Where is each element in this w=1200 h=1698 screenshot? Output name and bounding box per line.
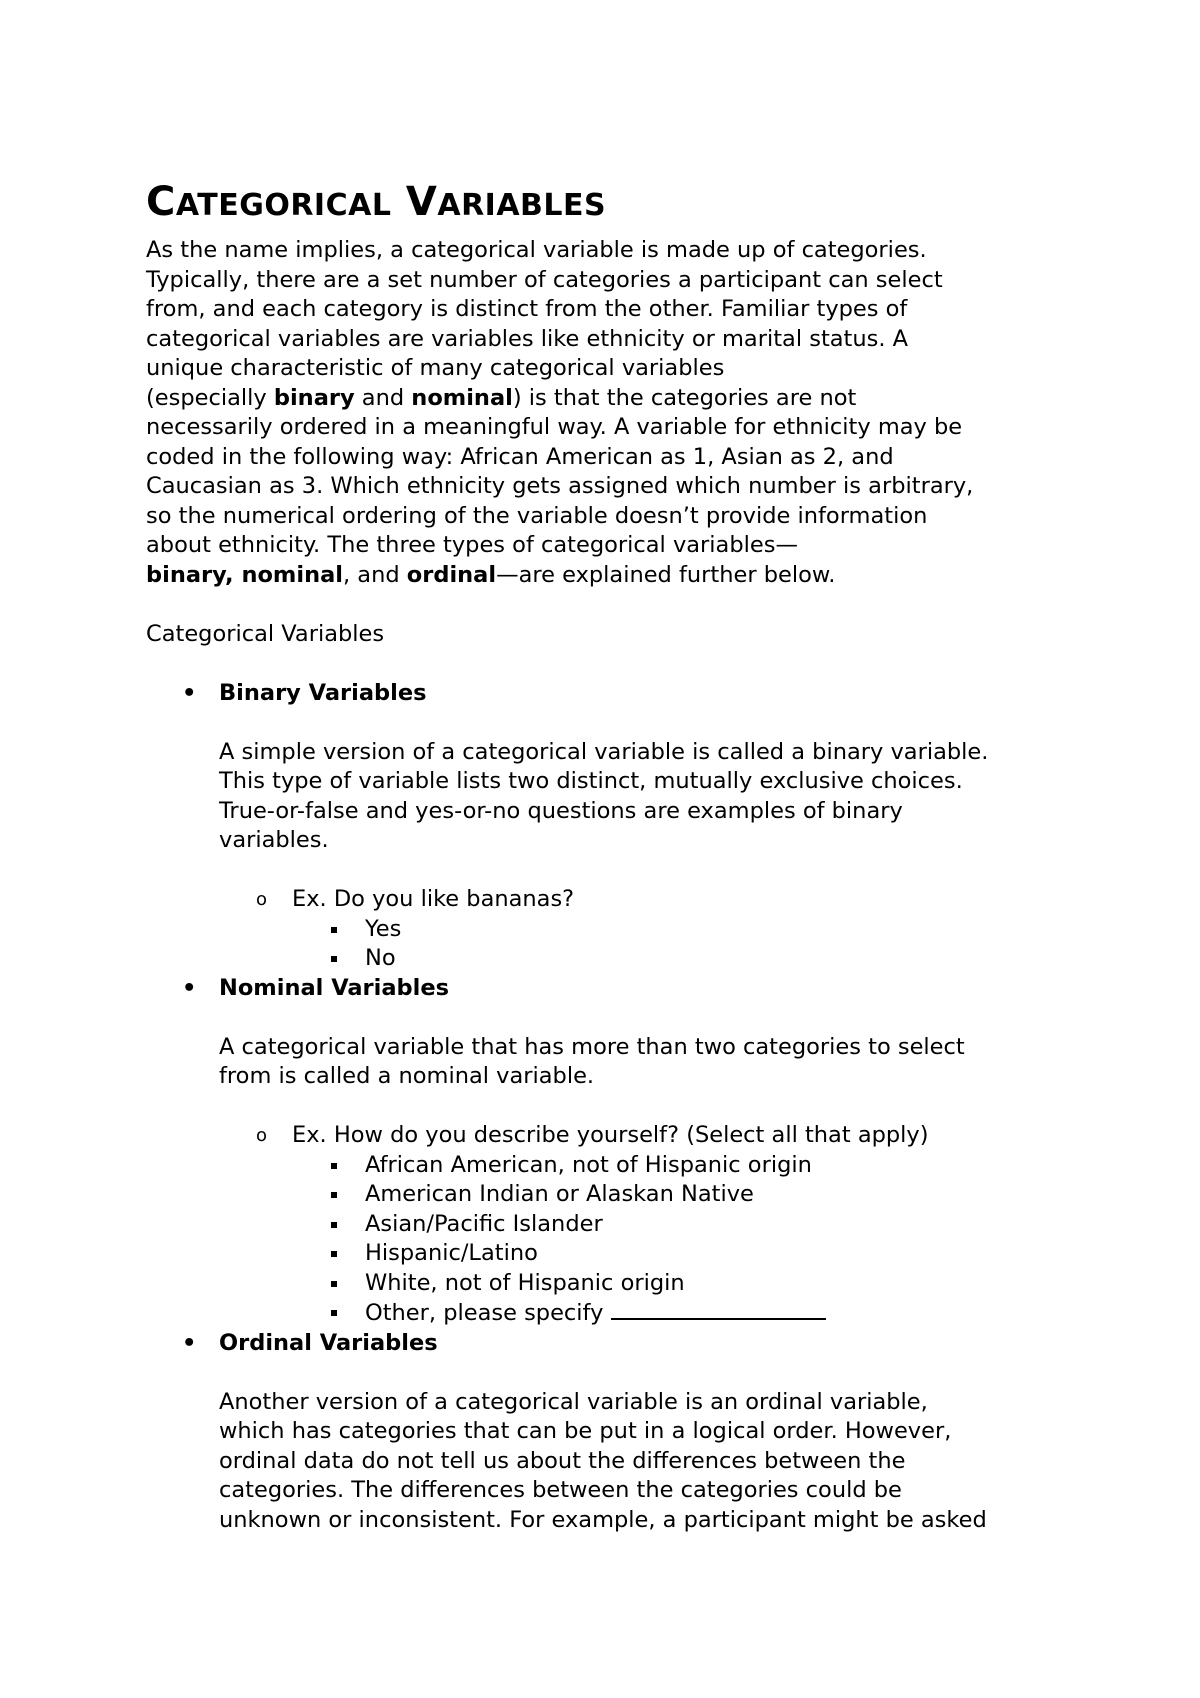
- circle-bullet-icon: o: [256, 889, 268, 910]
- bold-term-nominal: nominal: [241, 561, 343, 588]
- nominal-heading: Nominal Variables: [219, 974, 450, 1001]
- choice-label: American Indian or Alaskan Native: [365, 1181, 754, 1207]
- intro-line: coded in the following way: African American as 1, Asian as 2, and: [146, 443, 894, 470]
- spacer: [146, 856, 1066, 886]
- binary-description: [146, 738, 1066, 856]
- choice-item: [146, 1269, 1066, 1299]
- choice-item-other: [146, 1298, 1066, 1329]
- spacer: [146, 649, 1066, 679]
- bold-term-binary: binary: [146, 561, 226, 588]
- choice-label: White, not of Hispanic origin: [365, 1269, 685, 1296]
- binary-example: [146, 885, 1066, 915]
- bullet-icon: •: [182, 679, 197, 706]
- title-initial-c: C: [146, 179, 176, 225]
- document-body: [146, 236, 1066, 1535]
- nominal-example: [146, 1121, 1066, 1151]
- square-bullet-icon: [331, 1281, 337, 1287]
- list-item-ordinal: [146, 1329, 1066, 1359]
- square-bullet-icon: [331, 1251, 337, 1257]
- title-initial-v: V: [405, 179, 438, 225]
- square-bullet-icon: [331, 1192, 337, 1198]
- bold-term-ordinal: ordinal: [406, 561, 497, 588]
- intro-line: from, and each category is distinct from the other. Familiar types of: [146, 296, 908, 322]
- desc-line: Another version of a categorical variable is an ordinal variable,: [219, 1388, 928, 1415]
- desc-line: unknown or inconsistent. For example, a participant might be asked: [219, 1506, 987, 1533]
- choice-label: Asian/Pacific Islander: [365, 1210, 603, 1237]
- intro-line: unique characteristic of many categorical variables: [146, 355, 725, 381]
- square-bullet-icon: [331, 1310, 337, 1316]
- desc-line: variables.: [219, 827, 329, 853]
- desc-line: A categorical variable that has more than two categories to select: [219, 1033, 965, 1060]
- intro-line: Typically, there are a set number of categories a participant can select: [146, 266, 943, 293]
- desc-line: True-or-false and yes-or-no questions are examples of binary: [219, 797, 903, 824]
- intro-line: about ethnicity. The three types of categorical variables—: [146, 532, 798, 558]
- choice-item: [146, 1180, 1066, 1210]
- intro-line-with-bold: [146, 561, 1066, 591]
- intro-text: —are explained further below.: [496, 561, 836, 588]
- ordinal-heading: Ordinal Variables: [219, 1329, 438, 1356]
- desc-line: from is called a nominal variable.: [219, 1063, 595, 1089]
- separator: , and: [342, 561, 407, 588]
- list-item-nominal: [146, 974, 1066, 1004]
- nominal-description: [146, 1033, 1066, 1092]
- title-rest-variables: ARIABLES: [437, 188, 607, 223]
- section-label: Categorical Variables: [146, 620, 385, 647]
- list-item-binary: [146, 679, 1066, 709]
- desc-line: categories. The differences between the categories could be: [219, 1477, 902, 1503]
- intro-line: necessarily ordered in a meaningful way. A variable for ethnicity may be: [146, 414, 963, 440]
- square-bullet-icon: [331, 927, 337, 933]
- example-text: Ex. How do you describe yourself? (Select all that apply): [292, 1122, 929, 1148]
- page-title: [146, 178, 606, 230]
- bullet-icon: •: [182, 974, 197, 1001]
- choice-label: Yes: [365, 915, 402, 942]
- intro-text: (especially: [146, 384, 274, 411]
- binary-heading: Binary Variables: [219, 679, 427, 706]
- blank-fill-line[interactable]: [611, 1298, 826, 1320]
- desc-line: This type of variable lists two distinct, mutually exclusive choices.: [219, 768, 963, 794]
- choice-label: Other, please specify: [365, 1300, 604, 1326]
- intro-text: and: [354, 384, 412, 411]
- choice-item: [146, 1210, 1066, 1240]
- spacer: [146, 708, 1066, 738]
- example-text: Ex. Do you like bananas?: [292, 886, 575, 912]
- title-rest-categorical: ATEGORICAL: [175, 188, 392, 223]
- choice-item: [146, 1239, 1066, 1269]
- intro-line: As the name implies, a categorical variable is made up of categories.: [146, 237, 927, 263]
- choice-label: Hispanic/Latino: [365, 1240, 538, 1266]
- spacer: [146, 1092, 1066, 1122]
- intro-line: Caucasian as 3. Which ethnicity gets assigned which number is arbitrary,: [146, 473, 974, 499]
- desc-line: ordinal data do not tell us about the differences between the: [219, 1447, 906, 1474]
- spacer: [146, 1003, 1066, 1033]
- square-bullet-icon: [331, 1163, 337, 1169]
- square-bullet-icon: [331, 956, 337, 962]
- choice-label: African American, not of Hispanic origin: [365, 1151, 812, 1178]
- intro-line: categorical variables are variables like ethnicity or marital status. A: [146, 325, 909, 352]
- spacer: [146, 590, 1066, 620]
- intro-text: ) is that the categories are not: [512, 384, 857, 411]
- separator: ,: [225, 561, 242, 588]
- desc-line: A simple version of a categorical variable is called a binary variable.: [219, 738, 989, 765]
- bullet-icon: •: [182, 1329, 197, 1356]
- intro-line: so the numerical ordering of the variable doesn’t provide information: [146, 502, 928, 529]
- bold-term-nominal: nominal: [411, 384, 513, 411]
- intro-line-with-bold: [146, 384, 1066, 414]
- ordinal-description: [146, 1388, 1066, 1536]
- choice-item: [146, 1151, 1066, 1181]
- spacer: [146, 1358, 1066, 1388]
- circle-bullet-icon: o: [256, 1125, 268, 1146]
- square-bullet-icon: [331, 1222, 337, 1228]
- choice-item: [146, 915, 1066, 945]
- choice-item: [146, 944, 1066, 974]
- choice-label: No: [365, 945, 396, 971]
- intro-paragraph: [146, 236, 1066, 590]
- desc-line: which has categories that can be put in a logical order. However,: [219, 1418, 952, 1444]
- bold-term-binary: binary: [273, 384, 355, 411]
